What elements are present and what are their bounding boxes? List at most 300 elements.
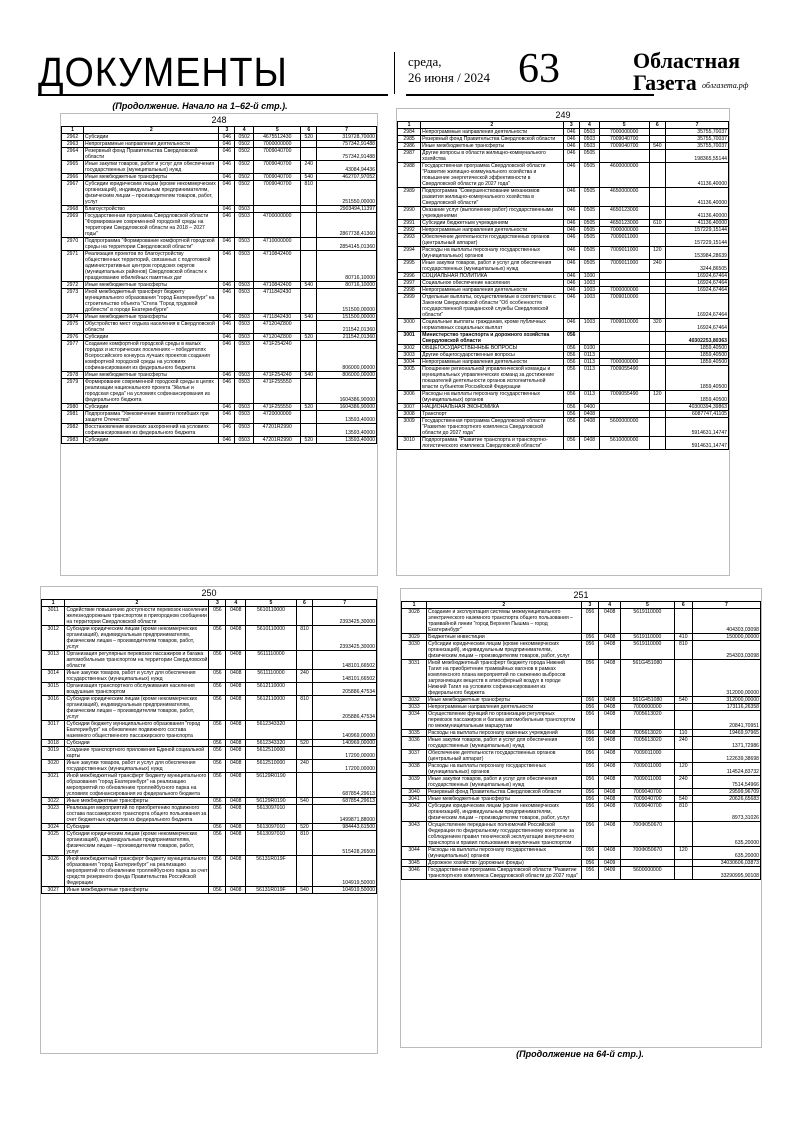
column-header: 3 xyxy=(209,600,226,607)
row-number: 3045 xyxy=(402,860,427,867)
row-number: 3001 xyxy=(398,332,421,345)
section-code: 0408 xyxy=(226,798,246,805)
amount: 114524,83732 xyxy=(692,763,760,776)
section-code: 0502 xyxy=(235,148,254,161)
row-description: Иной межбюджетный трансферт бюджету муниципального образования "город Екатеринбург" на строительство объекта "Стела "Город трудовой доблести" в городе Екатеринбурге" xyxy=(84,289,219,314)
row-number: 3010 xyxy=(398,437,421,450)
ministry-code: 056 xyxy=(209,747,226,760)
row-description: Иной межбюджетный трансферт бюджету муниципального образования "город Екатеринбург" на реализацию мероприятий по обновлению троллейбусного парка за счет средств резервного фонда Правительства Российской Федерации xyxy=(66,856,208,886)
row-number: 2997 xyxy=(398,280,421,287)
row-number: 3016 xyxy=(42,696,65,721)
page-number: 63 xyxy=(518,46,560,92)
date-rule xyxy=(406,94,654,96)
column-header: 6 xyxy=(301,127,317,134)
row-description: Субсидии юридическим лицам (кроме некоммерческих организаций), индивидуальным предпринимателям, физическим лицам – производителям товаров, работ, услуг xyxy=(427,803,581,822)
target-code: 7009040700 xyxy=(599,136,649,143)
expense-type: 540 xyxy=(649,143,666,150)
amount: 687854,29613 xyxy=(313,798,377,805)
row-number: 2992 xyxy=(398,227,421,234)
ministry-code: 056 xyxy=(581,763,599,776)
column-header: 5 xyxy=(246,600,296,607)
column-header: 5 xyxy=(620,602,674,609)
ministry-code: 046 xyxy=(563,129,580,136)
expense-type: 810 xyxy=(296,696,313,721)
column-header: 6 xyxy=(674,602,692,609)
section-code: 0408 xyxy=(226,831,246,856)
row-description: Субсидии xyxy=(84,334,219,341)
row-description: Иные межбюджетные трансферты xyxy=(427,796,581,803)
row-description: Государственная программа Свердловской области "Формирование современной городской среды на территории Свердловской области на 2018 – 2027 годы" xyxy=(84,213,219,238)
amount: 13593,40000 xyxy=(317,411,377,424)
row-description: Субсидии xyxy=(84,437,219,444)
ministry-code: 056 xyxy=(209,670,226,683)
ministry-code: 056 xyxy=(581,867,599,880)
expense-type xyxy=(296,773,313,798)
table-row xyxy=(402,634,761,641)
amount: 1859,40500 xyxy=(666,345,729,352)
table-row xyxy=(402,609,761,634)
table-row xyxy=(398,404,729,411)
issue-date xyxy=(408,54,490,86)
row-description: Другие общегосударственные вопросы xyxy=(421,352,563,359)
amount: 40300394,39863 xyxy=(666,404,729,411)
expense-type: 240 xyxy=(296,670,313,683)
doc-page-250 xyxy=(40,586,378,1054)
table-row xyxy=(62,372,377,379)
section-code: 0408 xyxy=(599,660,621,697)
amount: 40302253,80363 xyxy=(666,332,729,345)
column-header: 7 xyxy=(313,600,377,607)
table-row xyxy=(398,359,729,366)
target-code: 5612343320 xyxy=(246,721,296,740)
ministry-code: 046 xyxy=(219,424,235,437)
amount: 16924,67464 xyxy=(666,273,729,280)
ministry-code: 056 xyxy=(209,887,226,894)
ministry-code: 046 xyxy=(219,181,235,206)
row-number: 2963 xyxy=(62,141,84,148)
row-number: 2975 xyxy=(62,321,84,334)
row-number: 3020 xyxy=(42,760,65,773)
row-number: 2980 xyxy=(62,404,84,411)
table-row xyxy=(42,696,377,721)
table-row xyxy=(42,670,377,683)
section-code: 1000 xyxy=(580,273,600,280)
row-description: Государственная программа Свердловской области "Развитие жилищно-коммунального хозяйства и повышение энергетической эффективности в Свердловской области до 2027 года" xyxy=(421,163,563,188)
table-row xyxy=(402,763,761,776)
section-code: 0408 xyxy=(580,418,600,437)
section-code: 0408 xyxy=(599,634,621,641)
ministry-code: 056 xyxy=(581,789,599,796)
expense-type: 520 xyxy=(301,404,317,411)
column-header: 7 xyxy=(666,122,729,129)
target-code: 5612110000 xyxy=(246,683,296,696)
table-row xyxy=(42,831,377,856)
row-description: Государственная программа Свердловской области "Развитие транспортного комплекса Свердловской области до 2027 года" xyxy=(427,867,581,880)
ministry-code: 056 xyxy=(563,345,580,352)
row-description: Субсидии юридическим лицам (кроме некоммерческих организаций), индивидуальным предпринимателям, физическим лицам – производителям товаров, работ, услуг xyxy=(65,831,209,856)
row-number: 3011 xyxy=(42,607,65,626)
ministry-code: 056 xyxy=(581,737,599,750)
amount: 157229,15144 xyxy=(666,227,729,234)
section-code: 0408 xyxy=(226,856,246,887)
table-row xyxy=(42,626,377,651)
target-code: 56131R019F xyxy=(246,856,296,887)
target-code: 7009040700 xyxy=(254,174,301,181)
row-description: Субсидии xyxy=(65,824,209,831)
expense-type: 540 xyxy=(674,697,692,704)
expense-type xyxy=(649,352,666,359)
table-row xyxy=(398,260,729,273)
table-row xyxy=(42,607,377,626)
target-code: 7009040700 xyxy=(620,789,674,796)
section-code: 0408 xyxy=(599,704,621,711)
ministry-code: 046 xyxy=(563,207,580,220)
target-code: 5613097010 xyxy=(246,824,296,831)
amount: 2854145,01360 xyxy=(317,238,377,251)
table-row xyxy=(402,847,761,860)
target-code: 7009040700 xyxy=(620,796,674,803)
target-code: 5611110000 xyxy=(246,670,296,683)
target-code: 56129R0190 xyxy=(246,798,296,805)
row-description: Социальное обеспечение населения xyxy=(421,280,563,287)
ministry-code: 056 xyxy=(209,721,226,740)
column-header: 1 xyxy=(398,122,421,129)
amount: 13593,40000 xyxy=(317,437,377,444)
ministry-code: 056 xyxy=(209,856,226,887)
target-code: 7009010000 xyxy=(599,319,649,332)
ministry-code: 056 xyxy=(563,391,580,404)
ministry-code: 056 xyxy=(209,740,226,747)
target-code xyxy=(599,352,649,359)
row-number: 2989 xyxy=(398,188,421,207)
section-code: 0408 xyxy=(599,697,621,704)
ministry-code: 046 xyxy=(219,379,235,404)
ministry-code: 056 xyxy=(581,776,599,789)
row-description: Расходы на выплаты персоналу государственных (муниципальных) органов xyxy=(427,763,581,776)
ministry-code: 046 xyxy=(563,220,580,227)
row-number: 2986 xyxy=(398,143,421,150)
section-code: 0408 xyxy=(599,803,621,822)
expense-type: 240 xyxy=(674,776,692,789)
row-description: Иные межбюджетные трансферты xyxy=(84,372,219,379)
section-code: 0408 xyxy=(599,822,621,847)
continued-to: (Продолжение на 64-й стр.). xyxy=(516,1049,644,1059)
amount: 462707,97052 xyxy=(317,174,377,181)
row-description: Организация регулярных перевозок пассажиров и багажа автомобильным транспортом на территории Свердловской области xyxy=(66,651,208,669)
row-number: 2987 xyxy=(398,150,421,163)
target-code: 7005613020 xyxy=(620,730,674,737)
section-code: 0408 xyxy=(226,824,246,831)
expense-type xyxy=(301,238,317,251)
target-code: 471F254240 xyxy=(254,372,301,379)
table-row xyxy=(62,206,377,213)
row-number: 3046 xyxy=(402,867,427,880)
amount: 80716,10000 xyxy=(317,282,377,289)
table-row xyxy=(402,776,761,789)
target-code: 7009011000 xyxy=(620,776,674,789)
target-code: 4711842430 xyxy=(254,289,301,314)
amount: 254303,03098 xyxy=(692,641,760,660)
expense-type xyxy=(301,379,317,404)
table-row xyxy=(42,651,377,670)
row-description: Иные межбюджетные трансферты xyxy=(84,314,219,321)
row-number: 3033 xyxy=(402,704,427,711)
expense-type xyxy=(649,227,666,234)
amount: 20841,70951 xyxy=(692,711,760,730)
ministry-code: 056 xyxy=(581,704,599,711)
row-number: 3034 xyxy=(402,711,427,730)
table-row xyxy=(398,352,729,359)
row-number: 3007 xyxy=(398,404,421,411)
ministry-code: 056 xyxy=(581,641,599,660)
ministry-code: 046 xyxy=(219,206,235,213)
expense-type xyxy=(649,418,666,437)
row-description: Субсидии юридическим лицам (кроме некоммерческих организаций), индивидуальным предпринимателям, физическим лицам – производителям товаров, работ, услуг xyxy=(427,641,581,660)
row-number: 3003 xyxy=(398,352,421,359)
row-number: 3000 xyxy=(398,319,421,332)
budget-table xyxy=(41,599,377,894)
table-row xyxy=(42,805,377,824)
ministry-code: 046 xyxy=(219,334,235,341)
target-code: 7009040700 xyxy=(254,181,301,206)
expense-type: 540 xyxy=(301,314,317,321)
ministry-code: 046 xyxy=(563,234,580,247)
row-number: 3039 xyxy=(402,776,427,789)
table-row xyxy=(398,136,729,143)
ministry-code: 046 xyxy=(219,148,235,161)
expense-type: 540 xyxy=(296,887,313,894)
table-row xyxy=(62,437,377,444)
target-code xyxy=(599,404,649,411)
amount: 43084,94436 xyxy=(317,161,377,174)
target-code: 7009055490 xyxy=(599,366,649,391)
column-header: 3 xyxy=(581,602,599,609)
amount: 17200,00000 xyxy=(313,760,377,773)
doc-page-249 xyxy=(396,108,730,576)
expense-type xyxy=(649,287,666,294)
ministry-code: 046 xyxy=(563,319,580,332)
row-description: Создание комфортной городской среды в малых городах и исторических поселениях – победителях Всероссийского конкурса лучших проектов создания комфортной городской среды на условиях софинансирования из федерального бюджета xyxy=(84,341,219,372)
table-row xyxy=(62,238,377,251)
expense-type xyxy=(674,867,692,880)
row-description: Непрограммные направления деятельности xyxy=(421,227,563,234)
section-code: 0503 xyxy=(235,282,254,289)
target-code: 7009040700 xyxy=(254,161,301,174)
row-number: 2962 xyxy=(62,134,84,141)
row-number: 3008 xyxy=(398,411,421,418)
row-description: Субсидии xyxy=(84,404,219,411)
budget-table xyxy=(61,126,377,444)
section-code: 0503 xyxy=(235,213,254,238)
row-number: 2968 xyxy=(62,206,84,213)
ministry-code: 046 xyxy=(563,188,580,207)
table-row xyxy=(62,251,377,282)
row-description: Субсидии юридическим лицам (кроме некоммерческих организаций), индивидуальным предпринимателям, физическим лицам – производителям товаров, работ, услуг xyxy=(65,626,209,651)
target-code: 4700000000 xyxy=(254,213,301,238)
row-number: 2973 xyxy=(62,289,84,314)
expense-type xyxy=(649,188,666,207)
row-description: Восстановление воинских захоронений на условиях софинансирования из федерального бюджета xyxy=(84,424,219,437)
row-number: 2978 xyxy=(62,372,84,379)
target-code xyxy=(599,345,649,352)
doc-page-number: 248 xyxy=(211,115,227,125)
row-number: 3022 xyxy=(42,798,65,805)
amount: 205886,47534 xyxy=(313,696,377,721)
table-row xyxy=(398,188,729,207)
ministry-code: 056 xyxy=(581,803,599,822)
table-row xyxy=(402,867,761,880)
target-code: 47201R2990 xyxy=(254,437,301,444)
column-header: 6 xyxy=(296,600,313,607)
expense-type xyxy=(301,411,317,424)
expense-type: 540 xyxy=(674,796,692,803)
ministry-code: 046 xyxy=(219,437,235,444)
section-code: 0408 xyxy=(599,796,621,803)
row-number: 3040 xyxy=(402,789,427,796)
section-code: 0409 xyxy=(599,860,621,867)
table-row xyxy=(62,379,377,404)
row-number: 2996 xyxy=(398,273,421,280)
amount: 312000,00000 xyxy=(692,697,760,704)
table-row xyxy=(402,660,761,697)
section-code: 0503 xyxy=(235,289,254,314)
ministry-code: 056 xyxy=(581,822,599,847)
row-number: 2974 xyxy=(62,314,84,321)
amount: 198365,55144 xyxy=(666,150,729,163)
amount: 16924,67464 xyxy=(666,294,729,319)
row-description: Иной межбюджетный трансферт бюджету муниципального образования "город Екатеринбург" на реализацию мероприятий по обновлению троллейбусного парка на условиях софинансирования из федерального бюджета xyxy=(65,773,209,798)
column-header: 5 xyxy=(599,122,649,129)
section-code: 0408 xyxy=(226,683,246,696)
row-number: 3042 xyxy=(402,803,427,822)
amount: 41136,40000 xyxy=(666,220,729,227)
section-code: 0408 xyxy=(226,607,246,626)
expense-type: 240 xyxy=(674,737,692,750)
section-code: 0408 xyxy=(599,789,621,796)
budget-table xyxy=(397,121,729,450)
ministry-code: 046 xyxy=(219,161,235,174)
ministry-code: 046 xyxy=(219,238,235,251)
amount: 35755,70037 xyxy=(666,136,729,143)
expense-type xyxy=(649,332,666,345)
section-code: 0505 xyxy=(580,227,600,234)
row-number: 2964 xyxy=(62,148,84,161)
row-description: Резервный фонд Правительства Свердловской области xyxy=(421,136,563,143)
target-code: 4711842430 xyxy=(254,314,301,321)
target-code: 700Ф050670 xyxy=(620,847,674,860)
expense-type: 610 xyxy=(649,220,666,227)
section-code: 0400 xyxy=(580,404,600,411)
ministry-code: 056 xyxy=(581,730,599,737)
table-header-row xyxy=(42,600,377,607)
brand-site: облгазета.рф xyxy=(702,81,749,90)
expense-type: 810 xyxy=(674,803,692,822)
row-description: Расходы на выплаты персоналу государственных (муниципальных) органов xyxy=(421,247,563,260)
table-row xyxy=(42,798,377,805)
ministry-code: 056 xyxy=(209,831,226,856)
ministry-code: 046 xyxy=(563,163,580,188)
table-row xyxy=(62,213,377,238)
ministry-code: 056 xyxy=(209,607,226,626)
table-row xyxy=(402,822,761,847)
section-code: 0503 xyxy=(235,321,254,334)
table-row xyxy=(402,704,761,711)
target-code: 7009010000 xyxy=(599,294,649,319)
amount: 1604386,90000 xyxy=(317,379,377,404)
section-code: 0408 xyxy=(226,626,246,651)
ministry-code: 046 xyxy=(563,260,580,273)
row-description: Непрограммные направления деятельности xyxy=(421,129,563,136)
row-number: 3044 xyxy=(402,847,427,860)
table-row xyxy=(62,181,377,206)
table-row xyxy=(402,796,761,803)
target-code: 7009011000 xyxy=(620,763,674,776)
expense-type: 810 xyxy=(296,831,313,856)
amount: 35755,70037 xyxy=(666,143,729,150)
table-row xyxy=(398,437,729,450)
table-row xyxy=(398,247,729,260)
ministry-code: 056 xyxy=(563,332,580,345)
column-header: 1 xyxy=(402,602,427,609)
amount: 687854,29613 xyxy=(313,773,377,798)
target-code: 7009055490 xyxy=(599,391,649,404)
amount: 635,20000 xyxy=(692,822,760,847)
section-code: 0408 xyxy=(226,651,246,670)
table-row xyxy=(62,314,377,321)
row-number: 3026 xyxy=(42,856,65,887)
table-header-row xyxy=(402,602,761,609)
expense-type xyxy=(301,251,317,282)
section-title: ДОКУМЕНТЫ xyxy=(38,49,288,95)
expense-type xyxy=(649,345,666,352)
amount: 33290995,90108 xyxy=(692,867,760,880)
row-description: Непрограммные направления деятельности xyxy=(427,704,581,711)
expense-type: 240 xyxy=(649,260,666,273)
amount: 151500,00000 xyxy=(317,289,377,314)
target-code: 7009040700 xyxy=(254,148,301,161)
table-row xyxy=(62,321,377,334)
amount: 34030606,03873 xyxy=(692,860,760,867)
section-code: 0503 xyxy=(235,341,254,372)
target-code xyxy=(254,206,301,213)
target-code: 7009011000 xyxy=(599,260,649,273)
section-code: 0408 xyxy=(226,747,246,760)
ministry-code: 056 xyxy=(581,847,599,860)
row-description: Бюджетные инвестиции xyxy=(427,634,581,641)
row-number: 2979 xyxy=(62,379,84,404)
target-code: 56131R019F xyxy=(246,887,296,894)
amount: 16924,67464 xyxy=(666,280,729,287)
amount: 173116,26358 xyxy=(692,704,760,711)
table-row xyxy=(398,273,729,280)
table-row xyxy=(402,860,761,867)
expense-type xyxy=(649,207,666,220)
row-description: Другие вопросы в области жилищно-коммунального хозяйства xyxy=(421,150,563,163)
target-code: 471204Z800 xyxy=(254,334,301,341)
section-code: 0505 xyxy=(580,188,600,207)
section-code: 0503 xyxy=(580,136,600,143)
row-description: Обеспечение деятельности государственных органов (центральный аппарат) xyxy=(421,234,563,247)
row-number: 3032 xyxy=(402,697,427,704)
section-code: 0503 xyxy=(235,334,254,341)
ministry-code: 046 xyxy=(219,141,235,148)
row-description: Создание транспортного приложения Единой социальной карты xyxy=(65,747,209,760)
amount: 3244,86505 xyxy=(666,260,729,273)
ministry-code: 046 xyxy=(563,280,580,287)
amount: 80716,10000 xyxy=(317,251,377,282)
ministry-code: 046 xyxy=(219,134,235,141)
target-code: 5612510000 xyxy=(246,760,296,773)
